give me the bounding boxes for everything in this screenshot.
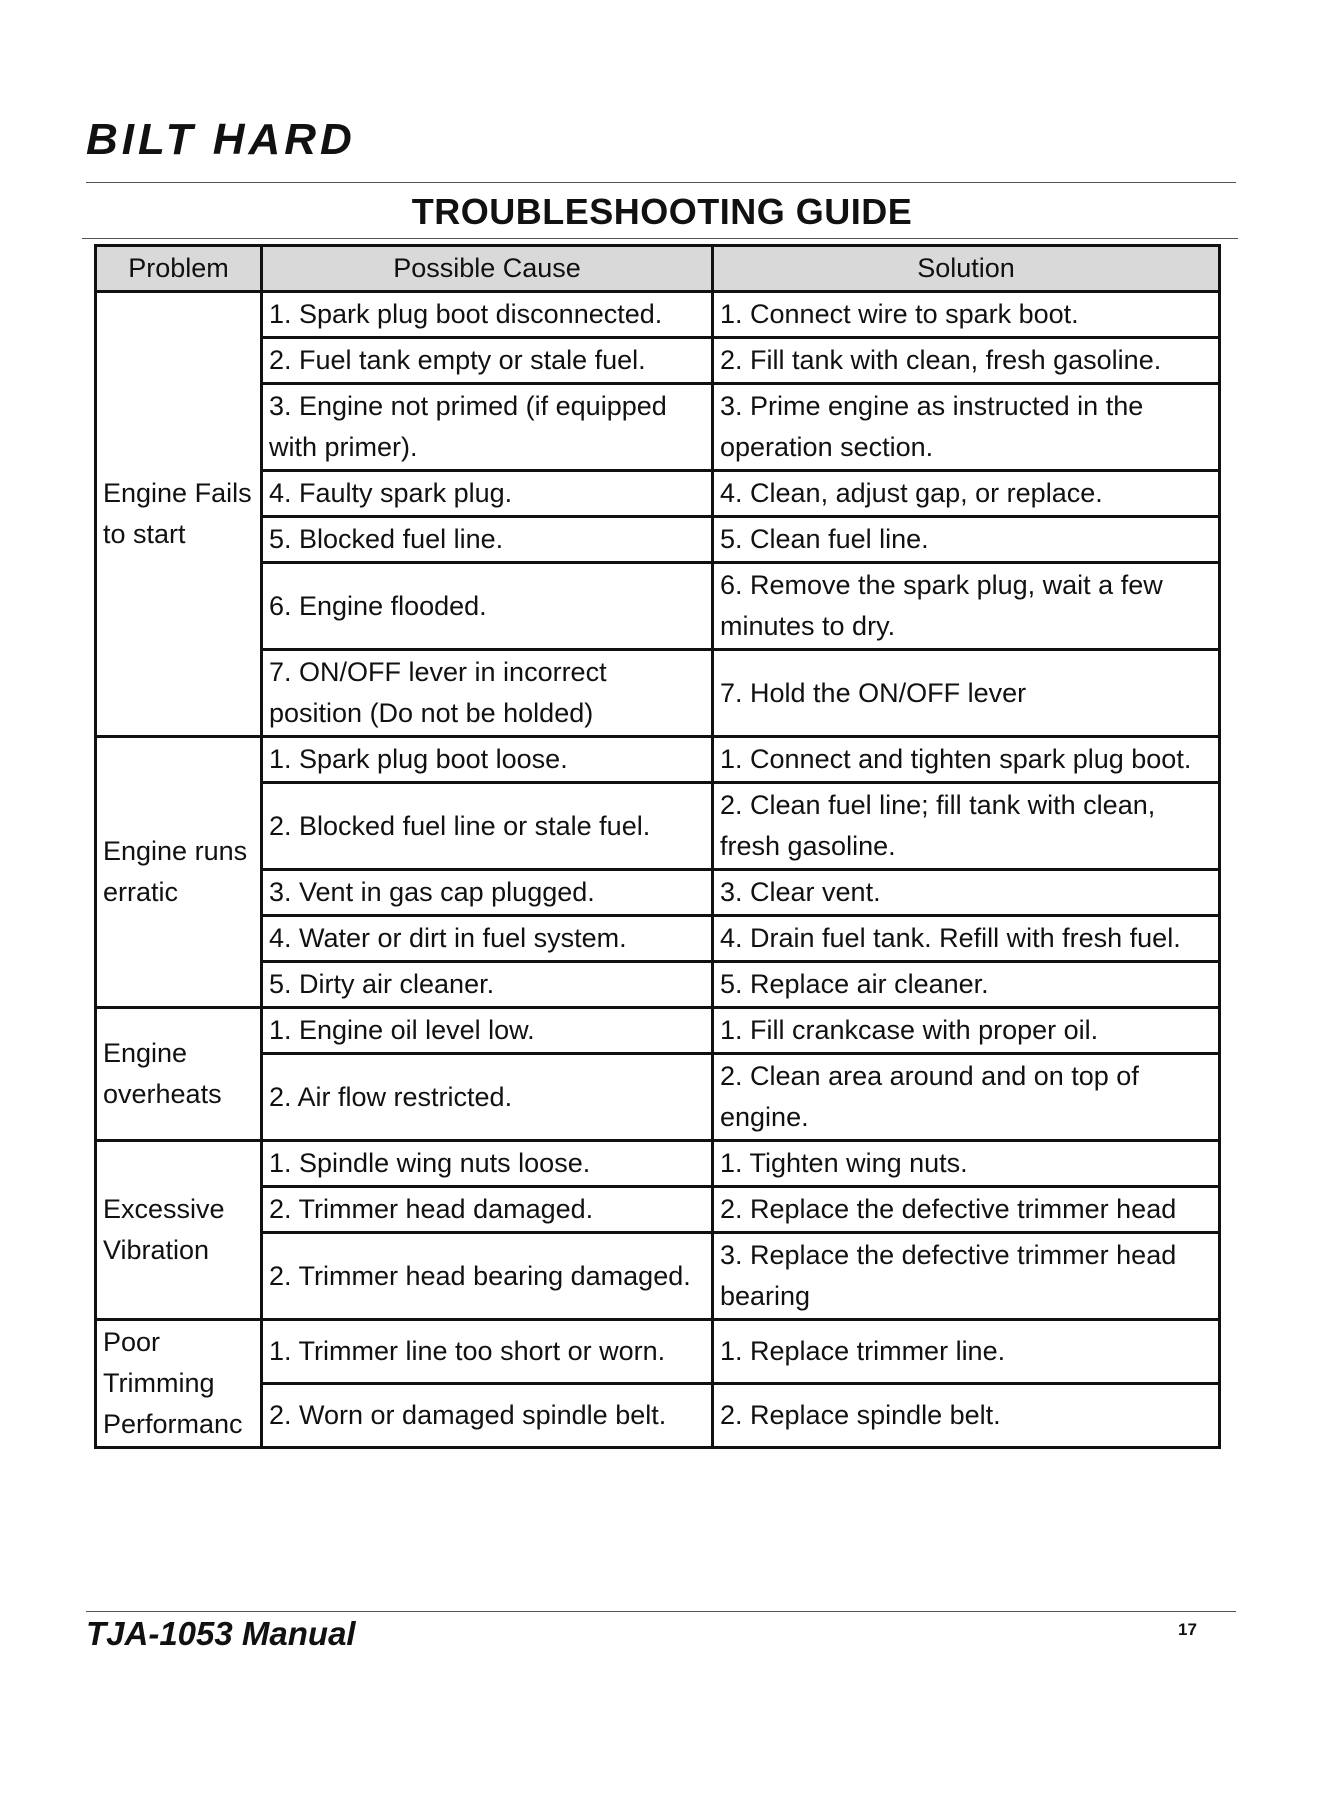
table-row xyxy=(96,1233,1220,1320)
cause-cell: 2. Blocked fuel line or stale fuel. xyxy=(262,783,713,870)
solution-cell: 6. Remove the spark plug, wait a few minutes to dry. xyxy=(713,563,1220,650)
cause-cell: 1. Trimmer line too short or worn. xyxy=(262,1320,713,1384)
solution-cell: 1. Replace trimmer line. xyxy=(713,1320,1220,1384)
solution-cell: 2. Fill tank with clean, fresh gasoline. xyxy=(713,338,1220,384)
table-row xyxy=(96,1054,1220,1141)
solution-cell: 1. Connect and tighten spark plug boot. xyxy=(713,737,1220,783)
cause-cell: 1. Spindle wing nuts loose. xyxy=(262,1141,713,1187)
table-row xyxy=(96,471,1220,517)
problem-cell: Poor Trimming Performanc xyxy=(96,1320,262,1448)
cause-cell: 5. Blocked fuel line. xyxy=(262,517,713,563)
cause-cell: 2. Trimmer head bearing damaged. xyxy=(262,1233,713,1320)
table-header-row xyxy=(96,246,1220,292)
table-row xyxy=(96,783,1220,870)
title-divider xyxy=(82,238,1238,239)
column-header-problem: Problem xyxy=(96,246,262,292)
problem-cell: Engine overheats xyxy=(96,1008,262,1141)
solution-cell: 3. Prime engine as instructed in the operation section. xyxy=(713,384,1220,471)
solution-cell: 4. Clean, adjust gap, or replace. xyxy=(713,471,1220,517)
table-row xyxy=(96,1320,1220,1384)
table-row xyxy=(96,870,1220,916)
manual-name: TJA-1053 Manual xyxy=(86,1615,356,1652)
cause-cell: 3. Engine not primed (if equipped with primer). xyxy=(262,384,713,471)
column-header-solution: Solution xyxy=(713,246,1220,292)
table-row xyxy=(96,517,1220,563)
table-row xyxy=(96,650,1220,737)
solution-cell: 7. Hold the ON/OFF lever xyxy=(713,650,1220,737)
table-row xyxy=(96,563,1220,650)
table-row xyxy=(96,737,1220,783)
cause-cell: 4. Water or dirt in fuel system. xyxy=(262,916,713,962)
solution-cell: 3. Replace the defective trimmer head bearing xyxy=(713,1233,1220,1320)
page-title: TROUBLESHOOTING GUIDE xyxy=(411,191,913,232)
table-row xyxy=(96,1141,1220,1187)
column-header-cause: Possible Cause xyxy=(262,246,713,292)
table-row xyxy=(96,962,1220,1008)
solution-cell: 2. Replace the defective trimmer head xyxy=(713,1187,1220,1233)
solution-cell: 5. Clean fuel line. xyxy=(713,517,1220,563)
cause-cell: 2. Air flow restricted. xyxy=(262,1054,713,1141)
table-row xyxy=(96,338,1220,384)
cause-cell: 1. Spark plug boot loose. xyxy=(262,737,713,783)
table-row xyxy=(96,1187,1220,1233)
brand-logo: BILT HARD xyxy=(86,115,356,164)
cause-cell: 1. Engine oil level low. xyxy=(262,1008,713,1054)
solution-cell: 5. Replace air cleaner. xyxy=(713,962,1220,1008)
solution-cell: 4. Drain fuel tank. Refill with fresh fuel. xyxy=(713,916,1220,962)
cause-cell: 2. Trimmer head damaged. xyxy=(262,1187,713,1233)
table-row xyxy=(96,292,1220,338)
troubleshooting-table xyxy=(94,244,1221,1449)
table-row xyxy=(96,916,1220,962)
footer-divider xyxy=(86,1611,1236,1612)
solution-cell: 2. Clean area around and on top of engine. xyxy=(713,1054,1220,1141)
cause-cell: 3. Vent in gas cap plugged. xyxy=(262,870,713,916)
problem-cell: Engine Fails to start xyxy=(96,292,262,737)
cause-cell: 7. ON/OFF lever in incorrect position (Do not be holded) xyxy=(262,650,713,737)
cause-cell: 1. Spark plug boot disconnected. xyxy=(262,292,713,338)
solution-cell: 1. Fill crankcase with proper oil. xyxy=(713,1008,1220,1054)
cause-cell: 4. Faulty spark plug. xyxy=(262,471,713,517)
solution-cell: 2. Clean fuel line; fill tank with clean, fresh gasoline. xyxy=(713,783,1220,870)
table-row xyxy=(96,1384,1220,1448)
solution-cell: 2. Replace spindle belt. xyxy=(713,1384,1220,1448)
cause-cell: 5. Dirty air cleaner. xyxy=(262,962,713,1008)
problem-cell: Engine runs erratic xyxy=(96,737,262,1008)
cause-cell: 2. Fuel tank empty or stale fuel. xyxy=(262,338,713,384)
solution-cell: 1. Tighten wing nuts. xyxy=(713,1141,1220,1187)
header-divider xyxy=(86,182,1236,183)
table-row xyxy=(96,384,1220,471)
table-row xyxy=(96,1008,1220,1054)
solution-cell: 3. Clear vent. xyxy=(713,870,1220,916)
solution-cell: 1. Connect wire to spark boot. xyxy=(713,292,1220,338)
page-number: 17 xyxy=(1178,1620,1197,1639)
table-body xyxy=(96,292,1220,1448)
problem-cell: Excessive Vibration xyxy=(96,1141,262,1320)
cause-cell: 6. Engine flooded. xyxy=(262,563,713,650)
cause-cell: 2. Worn or damaged spindle belt. xyxy=(262,1384,713,1448)
